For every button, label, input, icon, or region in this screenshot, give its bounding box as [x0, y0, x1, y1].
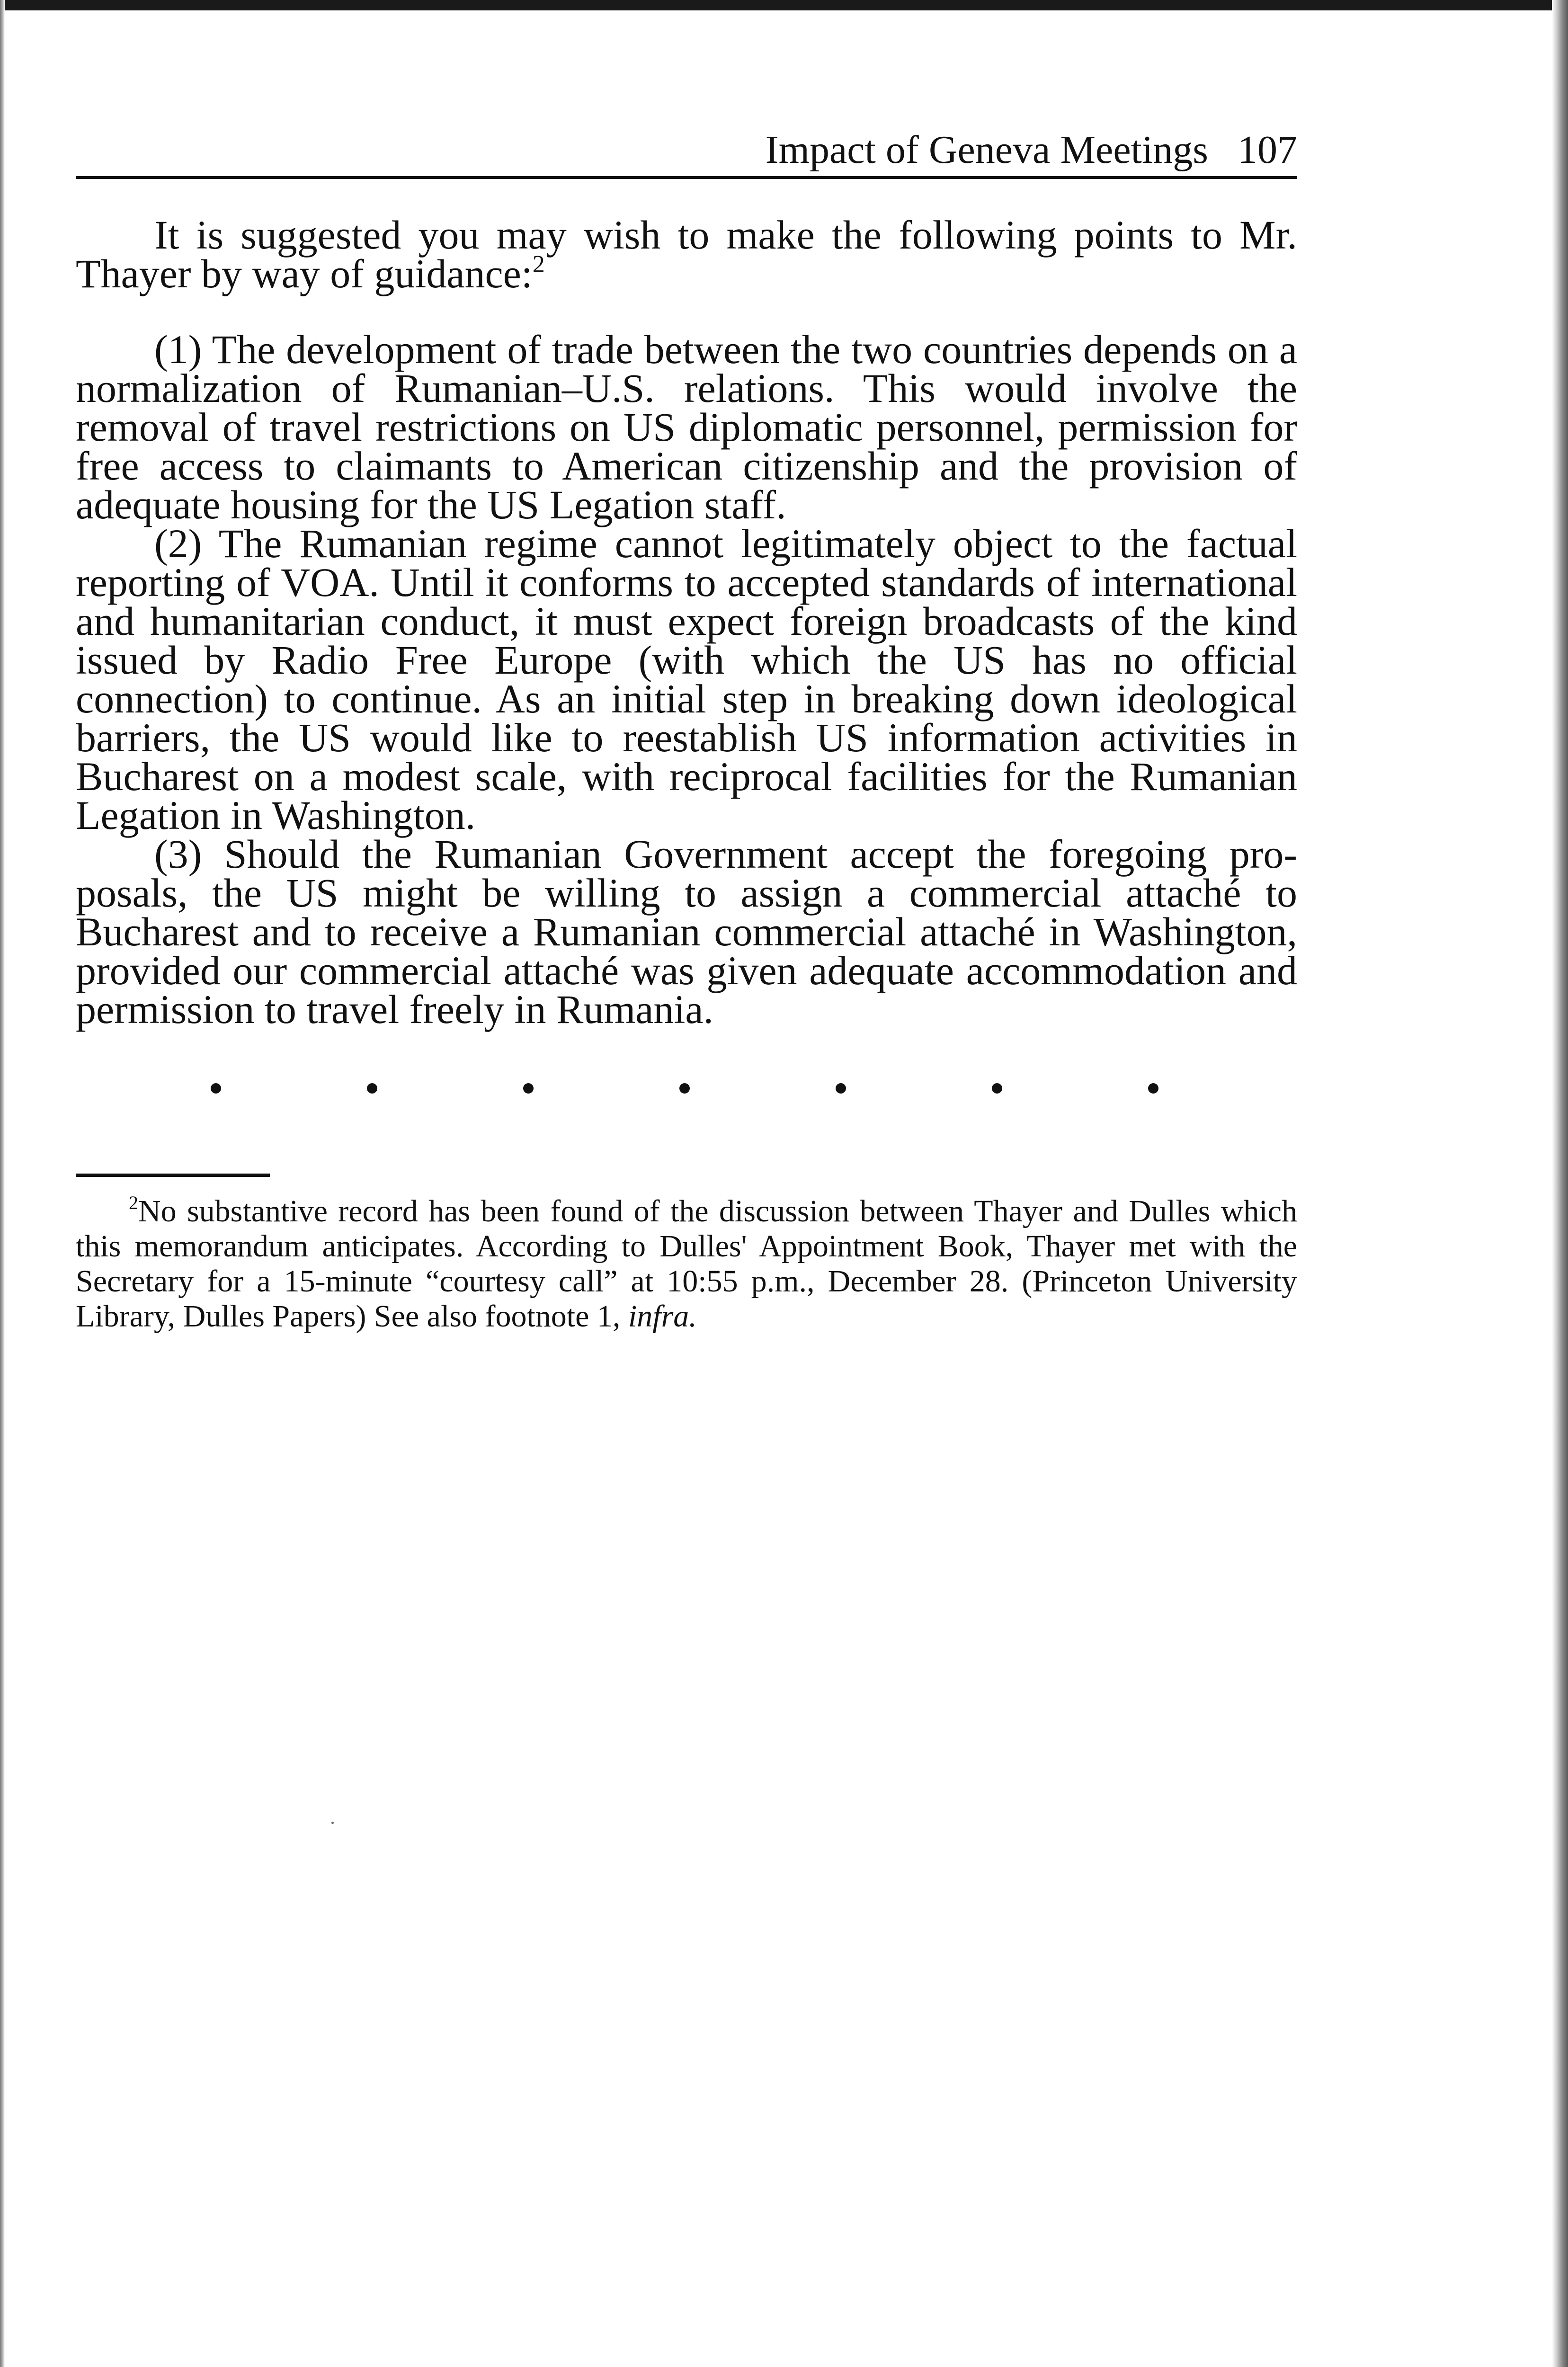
intro-text: It is suggested you may wish to make the following points to Mr. Thayer by way of guidance:: [76, 212, 1297, 296]
footnote-italic-tail: infra.: [628, 1299, 697, 1334]
body-text: [76, 212, 1297, 1032]
scan-right-edge: [1552, 0, 1568, 2367]
ellipsis-dot: [679, 1083, 690, 1094]
scan-top-edge: [0, 0, 1568, 10]
ellipsis-dot: [992, 1083, 1002, 1094]
ellipsis-dot: [1148, 1083, 1158, 1094]
omission-ellipsis: [211, 1083, 1252, 1102]
point-3-paragraph: (3) Should the Rumanian Government accept the foregoing proposals, the US might be willing to assign a commercial attaché to Bucharest and to receive a Rumanian commercial attaché in Washington, provided our commercial attaché was given adequate accommodation and permission to travel freely in Rumania.: [76, 831, 1297, 1032]
point-2-paragraph: (2) The Rumanian regime cannot legitimately object to the factual reporting of VOA. Until it conforms to accepted standards of international and humanitarian conduct, it must expect foreign broadcasts of the kind issued by Radio Free Europe (with which the US has no official connection) to continue. As an initial step in breaking down ideological barriers, the US would like to reestablish US information activities in Bucharest on a modest scale, with reciprocal facilities for the Rumanian Legation in Washington.: [76, 521, 1297, 838]
point-1-paragraph: (1) The development of trade between the two countries depends on a normalization of Rumanian–U.S. relations. This would involve the removal of travel restrictions on US diplomatic personnel, permission for free access to claimants to American citizenship and the provision of adequate housing for the US Legation staff.: [76, 327, 1297, 527]
footnote-reference: 2: [532, 251, 545, 278]
ellipsis-dot: [367, 1083, 377, 1094]
footnote-number: 2: [129, 1192, 138, 1213]
ellipsis-dot: [211, 1083, 221, 1094]
ellipsis-dot: [836, 1083, 846, 1094]
scan-speck: [331, 1822, 334, 1824]
footnote-separator: [76, 1174, 270, 1177]
footnote-text: No substantive record has been found of the discussion between Thayer and Dulles which this memorandum anticipates. According to Dulles' Appointment Book, Thayer met with the Secretary for a 15-minute “courtesy call” at 10:55 p.m., December 28. (Princeton University Library, Dulles Papers) See also footnote 1,: [76, 1194, 1297, 1334]
running-head-title: Impact of Geneva Meetings: [765, 128, 1208, 172]
ellipsis-dot: [523, 1083, 534, 1094]
scan-left-edge: [0, 0, 5, 2367]
running-head: [76, 124, 1297, 179]
footnote-paragraph: [76, 1194, 1297, 1334]
intro-paragraph: [76, 212, 1297, 296]
page-number: 107: [1238, 128, 1297, 172]
footnote: [76, 1194, 1297, 1334]
